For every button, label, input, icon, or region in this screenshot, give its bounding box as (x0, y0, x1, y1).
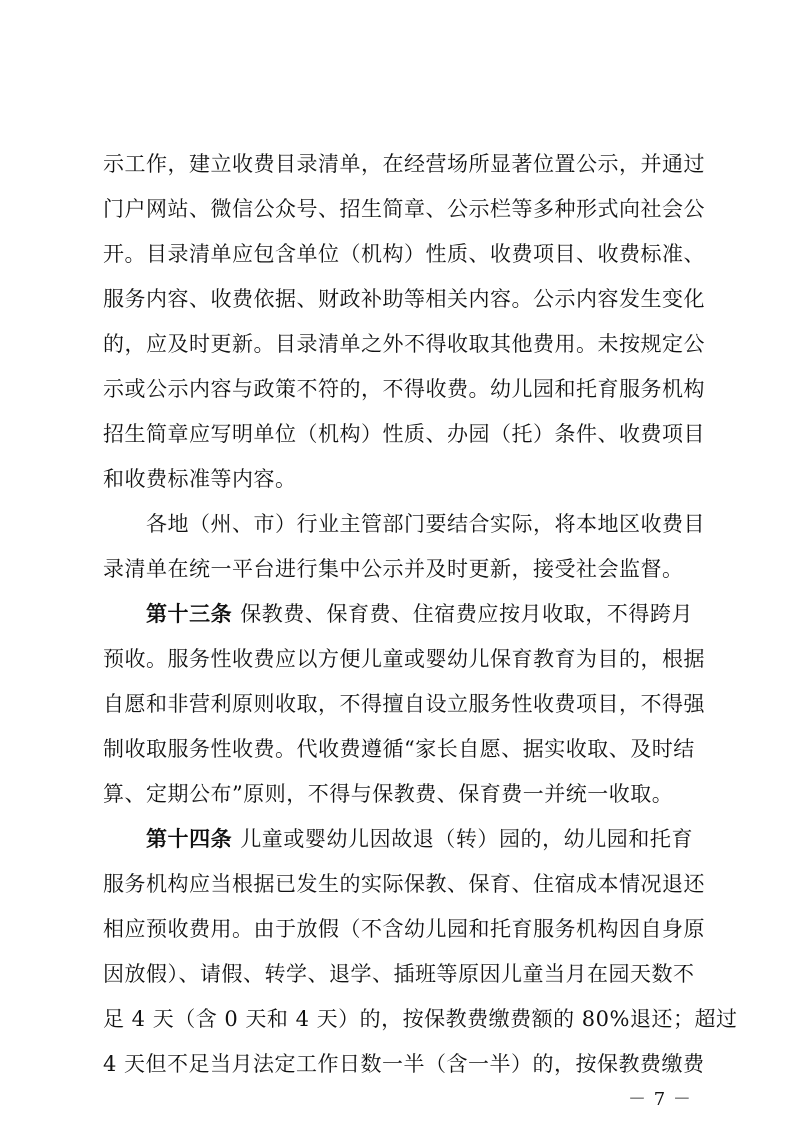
text-line: 算、定期公布”原则，不得与保教费、保育费一并统一收取。 (103, 782, 674, 806)
text-line: 4 天但不足当月法定工作日数一半（含一半）的，按保教费缴费 (103, 1052, 705, 1076)
text-line: 招生简章应写明单位（机构）性质、办园（托）条件、收费项目 (103, 422, 705, 446)
text-line: 自愿和非营利原则收取，不得擅自设立服务性收费项目，不得强 (103, 692, 705, 716)
text-line: 和收费标准等内容。 (103, 467, 297, 491)
text-line: 相应预收费用。由于放假（不含幼儿园和托育服务机构因自身原 (103, 917, 705, 941)
article-13-first-line (146, 601, 693, 627)
text-line: 门户网站、微信公众号、招生简章、公示栏等多种形式向社会公 (103, 197, 705, 221)
text-line: 服务内容、收费依据、财政补助等相关内容。公示内容发生变化 (103, 287, 705, 311)
text-line: 示工作，建立收费目录清单，在经营场所显著位置公示，并通过 (103, 152, 705, 176)
text-line: 保教费、保育费、住宿费应按月收取，不得跨月 (240, 602, 693, 626)
article-13-title: 第十三条 (146, 601, 233, 626)
text-line: 足 4 天（含 0 天和 4 天）的，按保教费缴费额的 80%退还；超过 (103, 1007, 738, 1031)
text-line: 示或公示内容与政策不符的，不得收费。幼儿园和托育服务机构 (103, 377, 705, 401)
text-line: 录清单在统一平台进行集中公示并及时更新，接受社会监督。 (103, 557, 684, 581)
text-line: 服务机构应当根据已发生的实际保教、保育、住宿成本情况退还 (103, 872, 705, 896)
article-14-title: 第十四条 (146, 826, 233, 851)
text-line: 因放假）、请假、转学、退学、插班等原因儿童当月在园天数不 (103, 962, 695, 986)
text-line: 儿童或婴幼儿因故退（转）园的，幼儿园和托育 (240, 827, 693, 851)
text-line: 的，应及时更新。目录清单之外不得收取其他费用。未按规定公 (103, 332, 705, 356)
page-number: － 7 － (628, 1089, 692, 1110)
text-line: 制收取服务性收费。代收费遵循“家长自愿、据实收取、及时结 (103, 737, 695, 761)
text-line: 各地（州、市）行业主管部门要结合实际，将本地区收费目 (146, 512, 705, 536)
article-14-first-line (146, 826, 693, 852)
text-line: 开。目录清单应包含单位（机构）性质、收费项目、收费标准、 (103, 242, 705, 266)
text-line: 预收。服务性收费应以方便儿童或婴幼儿保育教育为目的，根据 (103, 647, 705, 671)
